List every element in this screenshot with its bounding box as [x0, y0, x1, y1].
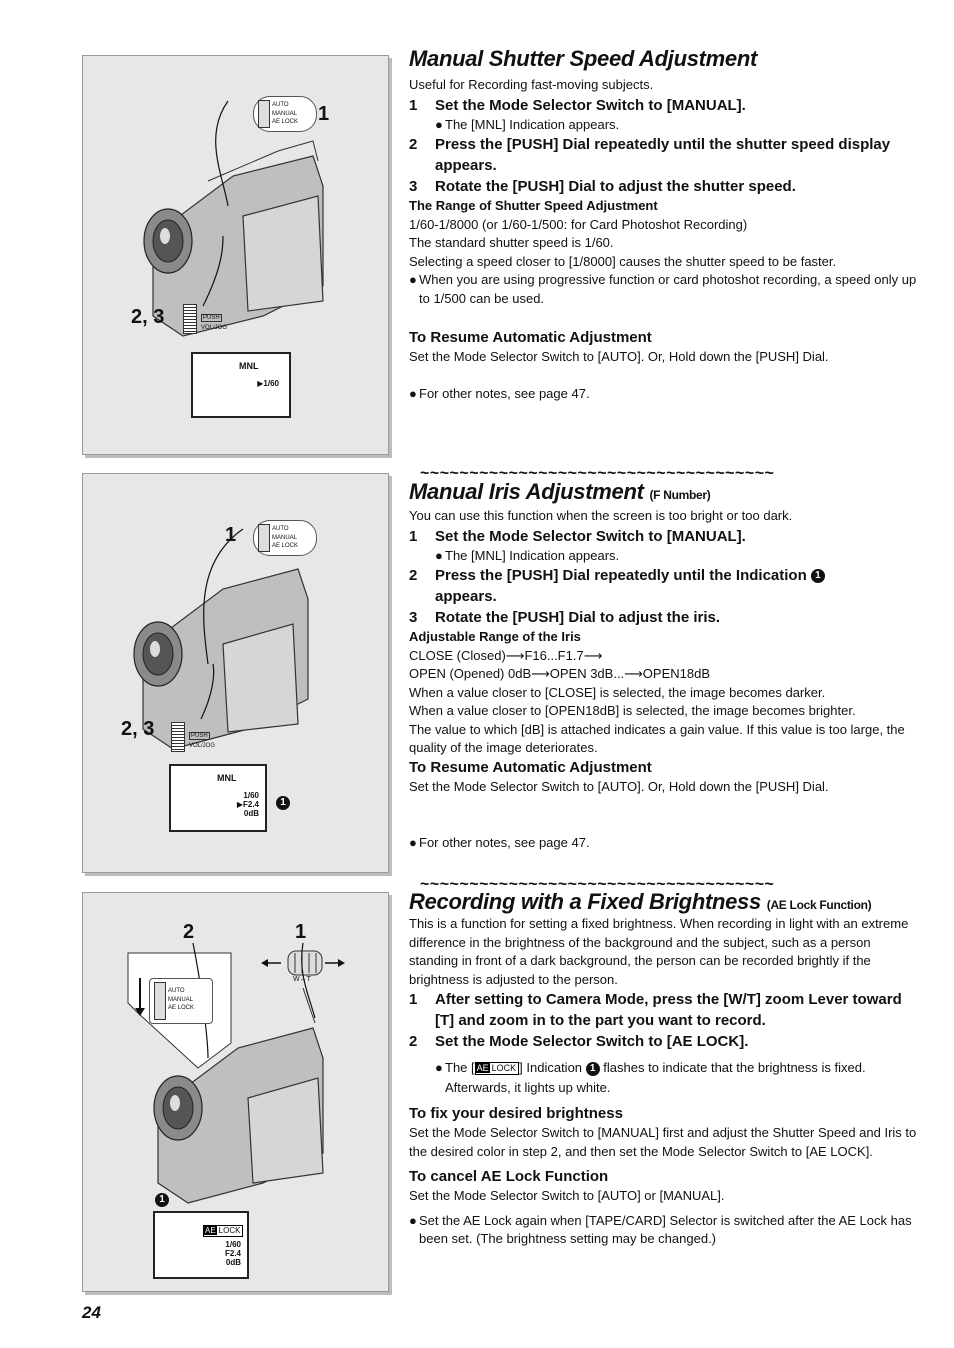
mode-selector-switch	[149, 978, 213, 1024]
section-shutter	[409, 46, 919, 403]
callout-1: 1	[225, 524, 237, 546]
other-notes: ● For other notes, see page 47.	[409, 835, 590, 850]
switch-knob	[154, 982, 166, 1020]
ae-lock-indicator: AE LOCK	[475, 1062, 520, 1075]
range-line-3: Selecting a speed closer to [1/8000] causes the shutter speed to be faster.	[409, 253, 837, 269]
switch-label-auto: AUTO	[168, 988, 185, 994]
push-label: PUSH	[191, 733, 208, 739]
callout-1: 1	[318, 103, 330, 125]
dial-icon	[171, 722, 185, 752]
ae-label: AE	[205, 1226, 216, 1235]
viewfinder-screen	[191, 352, 291, 418]
lock-label: LOCK	[218, 1226, 241, 1235]
resume-title: To Resume Automatic Adjustment	[409, 758, 652, 776]
switch-knob	[258, 100, 270, 128]
range-title: Adjustable Range of the Iris	[409, 629, 581, 644]
fix-title: To fix your desired brightness	[409, 1105, 623, 1122]
cancel-title: To cancel AE Lock Function	[409, 1168, 609, 1185]
range-line-1: 1/60-1/8000 (or 1/60-1/500: for Card Photoshot Recording)	[409, 216, 748, 232]
intro: You can use this function when the screen is too bright or too dark.	[409, 508, 793, 523]
screen-mode: MNL	[239, 361, 259, 371]
section-title: Manual Shutter Speed Adjustment	[409, 46, 758, 71]
intro: This is a function for setting a fixed brightness. When recording in light with an extreme difference in the brightness of the background and the subject, such as a person standing in front of a dark background, the person can be recorded brightly if the brightness is adjusted to the person.	[409, 916, 909, 987]
screen-mode: MNL	[217, 773, 237, 783]
switch-label-manual: MANUAL	[272, 534, 298, 541]
viewfinder-screen	[169, 764, 267, 832]
divider: ~~~~~~~~~~~~~~~~~~~~~~~~~~~~~~~~~~~~	[420, 876, 775, 893]
illustration-panel-shutter	[82, 55, 389, 455]
screen-iris-value: 1/60 ▶F2.4 0dB	[236, 791, 259, 818]
range-title: The Range of Shutter Speed Adjustment	[409, 198, 658, 213]
resume-text: Set the Mode Selector Switch to [AUTO]. Or, Hold down the [PUSH] Dial.	[409, 778, 829, 794]
step-3: 3 Rotate the [PUSH] Dial to adjust the shutter speed.	[409, 178, 796, 195]
section-title: Manual Iris Adjustment (F Number)	[409, 479, 711, 504]
switch-label-ae-lock: AE LOCK	[272, 543, 299, 549]
step-2-note: ● The [ AE LOCK ] Indication 1 flashes to indicate that the brightness is fixed. Afterwards, it lights up white.	[435, 1060, 866, 1095]
step-1: 1 After setting to Camera Mode, press the [W/T] zoom Lever toward [T] and zoom in to the part you want to record.	[409, 991, 902, 1029]
switch-label-auto: AUTO	[272, 102, 289, 108]
switch-label-manual: MANUAL	[272, 110, 298, 117]
mode-selector-switch	[253, 96, 317, 132]
switch-label-manual: MANUAL	[168, 996, 194, 1003]
indication-marker: 1	[811, 569, 825, 583]
push-label: PUSH	[203, 315, 220, 321]
indication-marker: 1	[155, 1193, 169, 1207]
switch-label-ae-lock: AE LOCK	[272, 119, 299, 125]
range-bullet: ● When you are using progressive function or card photoshot recording, a speed only up to 1/500 can be used.	[409, 272, 917, 306]
zoom-lever-label: W↔T	[293, 976, 311, 983]
viewfinder-screen	[153, 1211, 249, 1279]
section-ae-lock	[409, 889, 919, 1249]
range-line-2: The standard shutter speed is 1/60.	[409, 235, 614, 250]
voljog-label: VOL/JOG	[189, 743, 216, 749]
cancel-text: Set the Mode Selector Switch to [AUTO] or [MANUAL].	[409, 1188, 725, 1203]
step-3: 3 Rotate the [PUSH] Dial to adjust the iris.	[409, 609, 721, 626]
switch-label-auto: AUTO	[272, 526, 289, 532]
screen-ae-value: 1/60 F2.4 0dB	[224, 1240, 241, 1267]
ae-lock-indicator	[203, 1225, 243, 1237]
callout-1: 1	[295, 921, 307, 943]
illustration-panel-ae-lock	[82, 892, 389, 1292]
intro: Useful for Recording fast-moving subjects.	[409, 77, 654, 92]
step-2: 2 Press the [PUSH] Dial repeatedly until the Indication 1 appears.	[409, 565, 919, 607]
callout-2: 2	[183, 921, 195, 943]
divider: ~~~~~~~~~~~~~~~~~~~~~~~~~~~~~~~~~~~~	[420, 465, 775, 482]
switch-knob	[258, 524, 270, 552]
step-2: 2 Set the Mode Selector Switch to [AE LOCK].	[409, 1033, 749, 1050]
other-notes: ● For other notes, see page 47.	[409, 385, 590, 401]
page-number: 24	[82, 1303, 101, 1322]
step-1: 1 Set the Mode Selector Switch to [MANUAL].	[409, 96, 746, 114]
switch-label-ae-lock: AE LOCK	[168, 1005, 195, 1011]
callout-2-3: 2, 3	[131, 306, 165, 328]
cancel-bullet: ● Set the AE Lock again when [TAPE/CARD] Selector is switched after the AE Lock has been set. (The brightness setting may be changed.)	[409, 1212, 912, 1246]
range-line-2: OPEN (Opened) 0dB⟶OPEN 3dB...⟶OPEN18dB	[409, 666, 711, 681]
range-line-4: When a value closer to [OPEN18dB] is selected, the image becomes brighter.	[409, 703, 856, 718]
section-title: Recording with a Fixed Brightness (AE Lock Function)	[409, 889, 872, 914]
screen-shutter-value: ▶1/60	[257, 379, 279, 388]
step-1-note: ● The [MNL] Indication appears.	[435, 116, 620, 132]
section-iris	[409, 479, 919, 853]
voljog-label: VOL/JOG	[201, 325, 228, 331]
mode-selector-switch	[253, 520, 317, 556]
indication-marker: 1	[276, 796, 290, 810]
range-line-3: When a value closer to [CLOSE] is selected, the image becomes darker.	[409, 684, 826, 700]
step-1: 1 Set the Mode Selector Switch to [MANUAL].	[409, 527, 746, 545]
resume-text: Set the Mode Selector Switch to [AUTO]. Or, Hold down the [PUSH] Dial.	[409, 349, 829, 364]
range-line-1: CLOSE (Closed)⟶F16...F1.7⟶	[409, 647, 603, 663]
resume-title: To Resume Automatic Adjustment	[409, 329, 652, 346]
callout-2-3: 2, 3	[121, 718, 155, 740]
indication-marker: 1	[586, 1062, 600, 1076]
fix-text: Set the Mode Selector Switch to [MANUAL] first and adjust the Shutter Speed and Iris to the desired color in step 2, and then set the Mode Selector Switch to [AE LOCK].	[409, 1125, 917, 1159]
illustration-panel-iris	[82, 473, 389, 873]
step-1-note: ● The [MNL] Indication appears.	[435, 547, 620, 563]
step-2: 2 Press the [PUSH] Dial repeatedly until the shutter speed display appears.	[409, 136, 891, 174]
dial-icon	[183, 304, 197, 334]
range-line-5: The value to which [dB] is attached indicates a gain value. If this value is too large, the quality of the image deteriorates.	[409, 721, 905, 755]
